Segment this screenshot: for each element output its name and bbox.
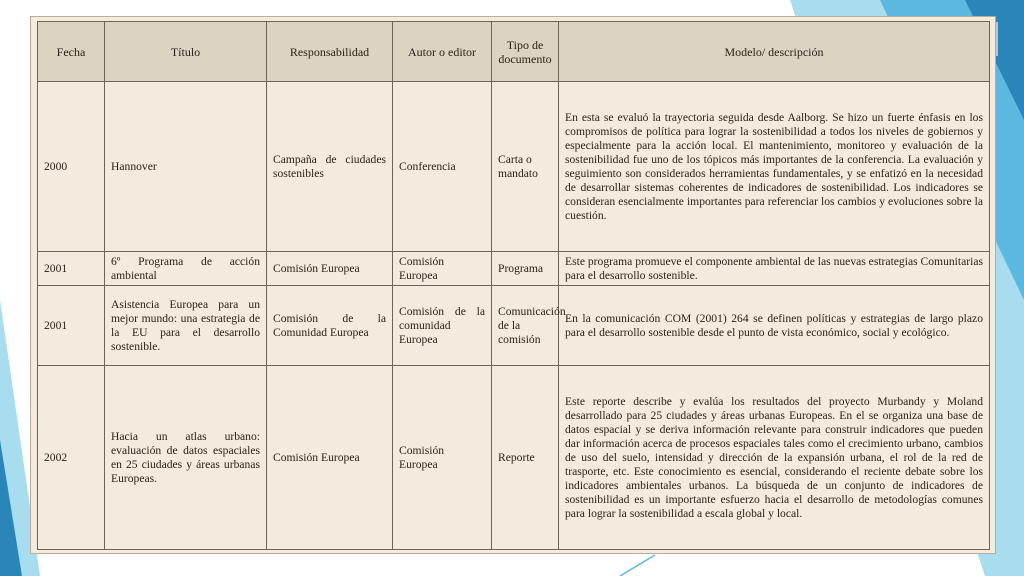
header-modelo: Modelo/ descripción <box>559 22 990 82</box>
cell-descripcion: En esta se evaluó la trayectoria seguida desde Aalborg. Se hizo un fuerte énfasis en los compromisos de política para lograr la sostenibilidad a todos los niveles de gobiernos y especialmente para la acción local. El mantenimiento, monitoreo y evaluación de la sostenibilidad fue uno de los tópicos más importantes de la conferencia. La evaluación y seguimiento son considerados herramientas fundamentales, y se enfatizó en la necesidad de desarrollar sistemas coherentes de indicadores de sostenibilidad. Los indicadores se consideran esencialmente importantes para referenciar los cambios y evoluciones sobre la cuestión. <box>559 82 990 252</box>
cell-autor: Comisión Europea <box>393 252 492 286</box>
cell-fecha: 2000 <box>38 82 105 252</box>
cell-titulo: Hannover <box>105 82 267 252</box>
cell-titulo: Hacia un atlas urbano: evaluación de datos espaciales en 25 ciudades y áreas urbanas Europeas. <box>105 366 267 550</box>
cell-titulo: 6º Programa de acción ambiental <box>105 252 267 286</box>
cell-responsabilidad: Comisión Europea <box>267 252 393 286</box>
cell-fecha: 2001 <box>38 286 105 366</box>
cell-fecha: 2001 <box>38 252 105 286</box>
header-autor: Autor o editor <box>393 22 492 82</box>
header-tipo: Tipo de documento <box>492 22 559 82</box>
table-header-row <box>38 22 990 82</box>
table-row <box>38 366 990 550</box>
header-fecha: Fecha <box>38 22 105 82</box>
cell-titulo: Asistencia Europea para un mejor mundo: una estrategia de la EU para el desarrollo sostenible. <box>105 286 267 366</box>
cell-autor: Comisión de la comunidad Europea <box>393 286 492 366</box>
cell-descripcion: En la comunicación COM (2001) 264 se definen políticas y estrategias de largo plazo para el desarrollo sostenible desde el punto de vista económico, social y ecológico. <box>559 286 990 366</box>
sustainability-documents-table <box>37 21 990 550</box>
table-row <box>38 286 990 366</box>
cell-tipo: Comunicación de la comisión <box>492 286 559 366</box>
cell-responsabilidad: Campaña de ciudades sostenibles <box>267 82 393 252</box>
table-row <box>38 252 990 286</box>
cell-fecha: 2002 <box>38 366 105 550</box>
header-responsabilidad: Responsabilidad <box>267 22 393 82</box>
cell-tipo: Programa <box>492 252 559 286</box>
cell-tipo: Reporte <box>492 366 559 550</box>
cell-autor: Conferencia <box>393 82 492 252</box>
bottom-accent-line <box>620 555 655 576</box>
document-table-image <box>30 16 996 554</box>
cell-descripcion: Este reporte describe y evalúa los resultados del proyecto Murbandy y Moland desarrollado para 25 ciudades y áreas urbanas Europeas. En el se organiza una base de datos espacial y se deriva información relevante para construir indicadores que pueden dar información acerca de procesos espaciales tales como el crecimiento urbano, cambios de uso del suelo, intensidad y dirección de la expansión urbana, el rol de la red de trasporte, etc. Este conocimiento es esencial, considerando el reciente debate sobre los indicadores ambientales urbanos. La búsqueda de un conjunto de indicadores de sostenibilidad es un importante esfuerzo hacia el desarrollo de metodologías comunes para lograr la sostenibilidad a escala global y local. <box>559 366 990 550</box>
header-titulo: Título <box>105 22 267 82</box>
cell-descripcion: Este programa promueve el componente ambiental de las nuevas estrategias Comunitarias para el desarrollo sostenible. <box>559 252 990 286</box>
cell-responsabilidad: Comisión de la Comunidad Europea <box>267 286 393 366</box>
cell-responsabilidad: Comisión Europea <box>267 366 393 550</box>
table-row <box>38 82 990 252</box>
cell-autor: Comisión Europea <box>393 366 492 550</box>
cell-tipo: Carta o mandato <box>492 82 559 252</box>
